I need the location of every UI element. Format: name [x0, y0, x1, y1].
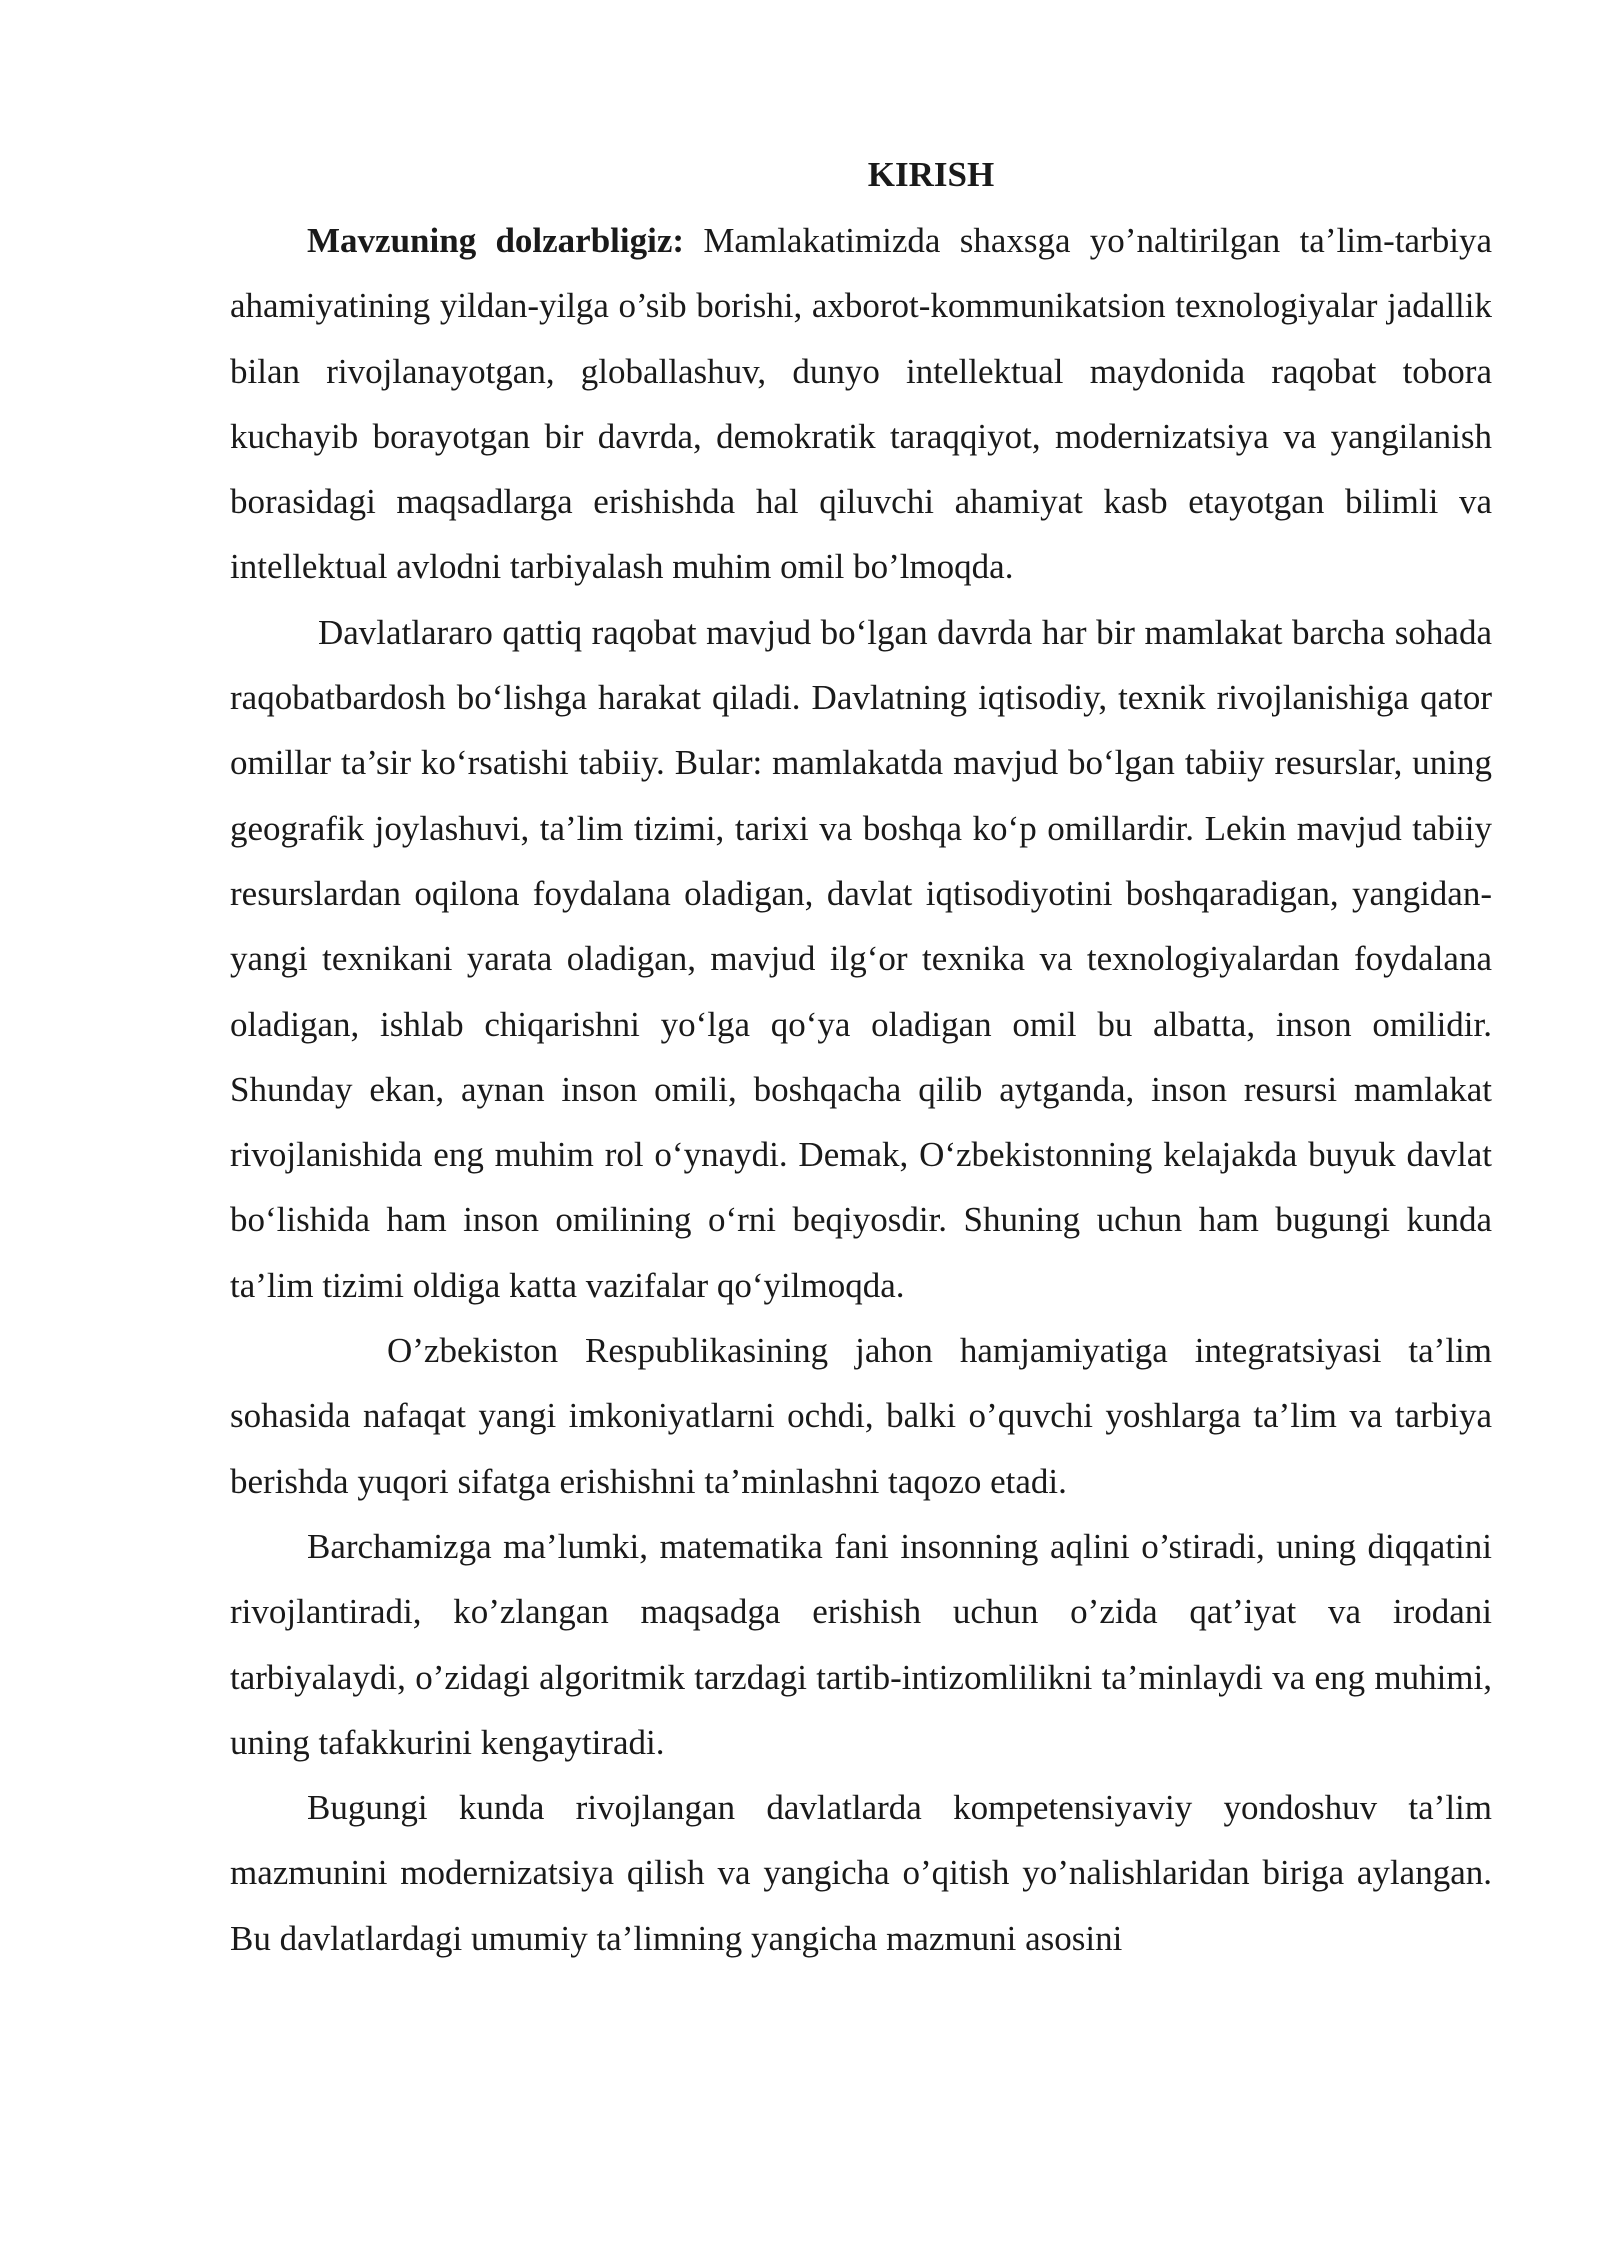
paragraph-3: O’zbekiston Respublikasining jahon hamjamiyatiga integratsiyasi ta’lim sohasida nafaqat yangi imkoniyatlarni ochdi, balki o’quvchi yoshlarga ta’lim va tarbiya berishda yuqori sifatga erishishni ta’minlashni taqozo etadi.	[230, 1331, 1492, 1501]
document-page	[230, 150, 1492, 1971]
paragraph-1-lead: Mavzuning dolzarbligiz:	[307, 221, 685, 260]
paragraph-1-text: Mamlakatimizda shaxsga yo’naltirilgan ta’lim-tarbiya ahamiyatining yildan-yilga o’sib borishi, axborot-kommunikatsion texnologiyalar jadallik bilan rivojlanayotgan, globallashuv, dunyo intellektual maydonida raqobat tobora kuchayib borayotgan bir davrda, demokratik taraqqiyot, modernizatsiya va yangilanish borasidagi maqsadlarga erishishda hal qiluvchi ahamiyat kasb etayotgan bilimli va intellektual avlodni tarbiyalash muhim omil bo’lmoqda.	[230, 221, 1492, 587]
paragraph-2: Davlatlararo qattiq raqobat mavjud bo‘lgan davrda har bir mamlakat barcha sohada raqobatbardosh bo‘lishga harakat qiladi. Davlatning iqtisodiy, texnik rivojlanishiga qator omillar ta’sir ko‘rsatishi tabiiy. Bular: mamlakatda mavjud bo‘lgan tabiiy resurslar, uning geografik joylashuvi, ta’lim tizimi, tarixi va boshqa ko‘p omillardir. Lekin mavjud tabiiy resurslardan oqilona foydalana oladigan, davlat iqtisodiyotini boshqaradigan, yangidan-yangi texnikani yarata oladigan, mavjud ilg‘or texnika va texnologiyalardan foydalana oladigan, ishlab chiqarishni yo‘lga qo‘ya oladigan omil bu albatta, inson omilidir. Shunday ekan, aynan inson omili, boshqacha qilib aytganda, inson resursi mamlakat rivojlanishida eng muhim rol o‘ynaydi. Demak, O‘zbekistonning kelajakda buyuk davlat bo‘lishida ham inson omilining o‘rni beqiyosdir. Shuning uchun ham bugungi kunda ta’lim tizimi oldiga katta vazifalar qo‘yilmoqda.	[230, 612, 1492, 1305]
page-title: KIRISH	[867, 155, 995, 194]
paragraph-4: Barchamizga ma’lumki, matematika fani insonning aqlini o’stiradi, uning diqqatini rivojlantiradi, ko’zlangan maqsadga erishish uchun o’zida qat’iyat va irodani tarbiyalaydi, o’zidagi algoritmik tarzdagi tartib-intizomlilikni ta’minlaydi va eng muhimi, uning tafakkurini kengaytiradi.	[230, 1526, 1492, 1762]
paragraph-5: Bugungi kunda rivojlangan davlatlarda kompetensiyaviy yondoshuv ta’lim mazmunini modernizatsiya qilish va yangicha o’qitish yo’nalishlaridan biriga aylangan. Bu davlatlardagi umumiy ta’limning yangicha mazmuni asosini	[230, 1788, 1492, 1958]
paragraph-1	[230, 208, 1492, 600]
